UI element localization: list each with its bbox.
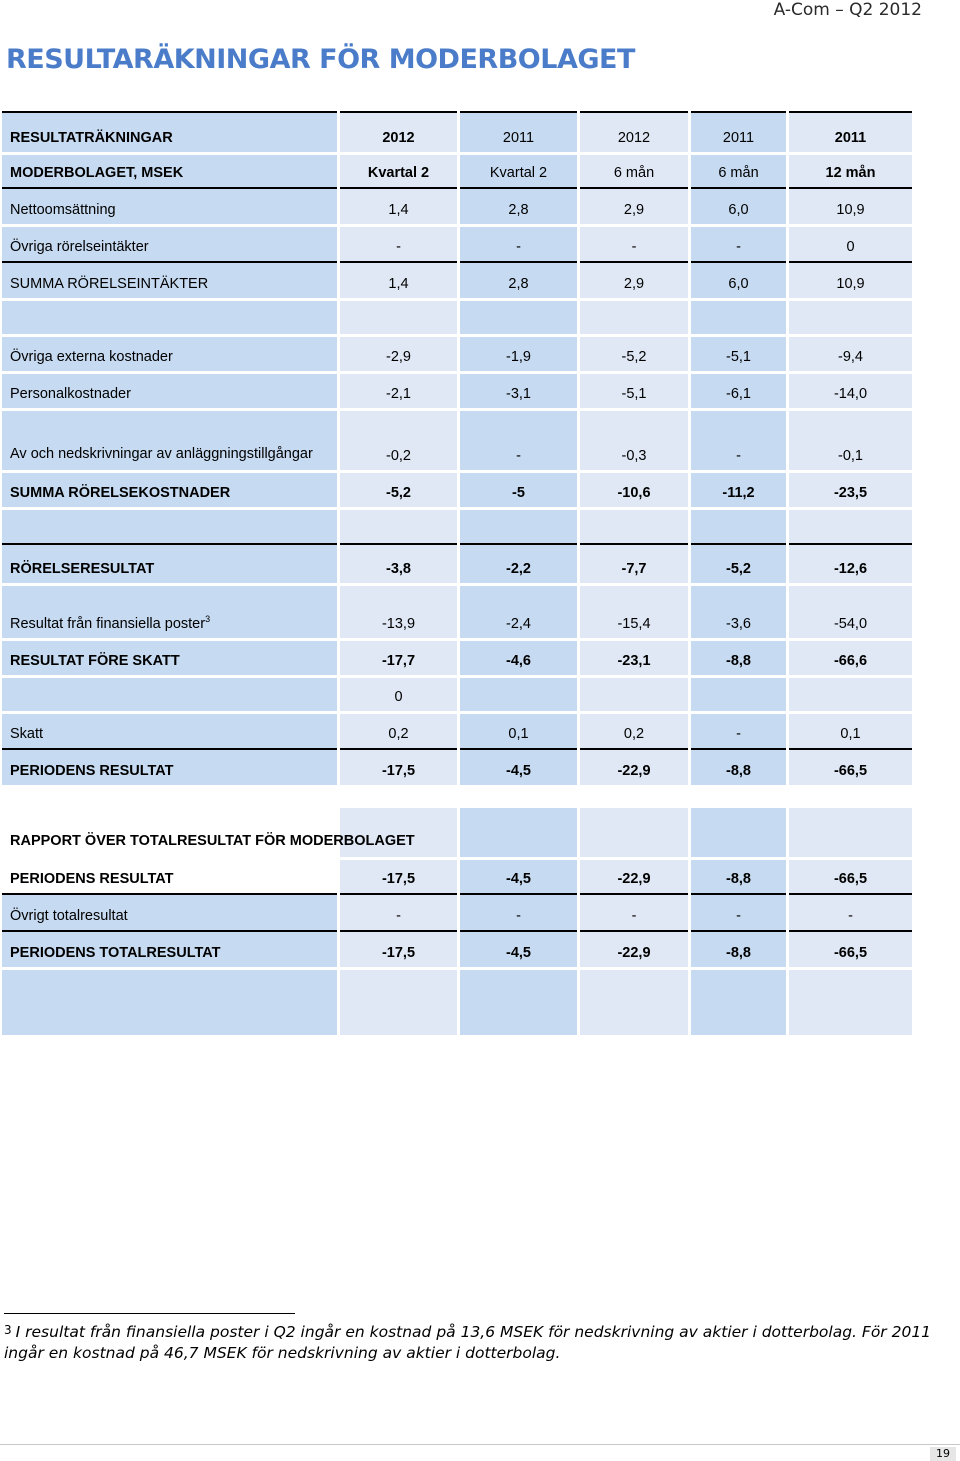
table-row: [2, 299, 914, 335]
table-cell: [459, 508, 579, 544]
table-row: [2, 335, 914, 372]
table-cell: -: [459, 409, 579, 471]
table-cell: -2,2: [459, 544, 579, 584]
table-cell: -: [788, 894, 914, 931]
row-label-text: PERIODENS RESULTAT: [10, 762, 174, 779]
table-cell: -17,7: [339, 639, 459, 676]
table-row: [2, 508, 914, 544]
table-cell: 2,8: [459, 262, 579, 299]
row-label-text: RAPPORT ÖVER TOTALRESULTAT FÖR MODERBOLAGET: [10, 832, 415, 849]
row-label: [2, 676, 339, 712]
table-cell: -15,4: [579, 584, 690, 639]
table-cell: -8,8: [690, 639, 788, 676]
table-row: [2, 749, 914, 786]
table-cell: -5,2: [339, 471, 459, 508]
table-row: [2, 188, 914, 225]
row-label-text: Övriga externa kostnader: [10, 348, 173, 365]
table-cell: [339, 299, 459, 335]
row-label: [2, 225, 339, 262]
table-cell: -: [339, 225, 459, 262]
table-cell: -66,5: [788, 931, 914, 968]
row-label: [2, 508, 339, 544]
row-label-text: SUMMA RÖRELSEINTÄKTER: [10, 275, 209, 292]
row-label-text: PERIODENS TOTALRESULTAT: [10, 944, 221, 961]
table-cell: -8,8: [690, 931, 788, 968]
table-cell: [788, 968, 914, 1036]
income-statement-table: [2, 111, 915, 1038]
row-label-text: Personalkostnader: [10, 385, 131, 402]
table-row: [2, 639, 914, 676]
table-cell: -0,2: [339, 409, 459, 471]
table-row: [2, 225, 914, 262]
footnote: [4, 1322, 954, 1364]
table-cell: [788, 508, 914, 544]
table-cell: -: [339, 894, 459, 931]
table-cell: 10,9: [788, 262, 914, 299]
row-label: [2, 188, 339, 225]
table-row: [2, 676, 914, 712]
table-cell: 2011: [459, 112, 579, 153]
table-cell: 2012: [339, 112, 459, 153]
row-label: [2, 639, 339, 676]
footnote-mark: 3: [4, 1323, 12, 1337]
table-cell: 2011: [788, 112, 914, 153]
table-cell: 1,4: [339, 262, 459, 299]
row-label-text: SUMMA RÖRELSEKOSTNADER: [10, 484, 231, 501]
table-cell: -2,1: [339, 372, 459, 409]
table-cell: [339, 508, 459, 544]
table-cell: [459, 806, 579, 858]
table-cell: -22,9: [579, 749, 690, 786]
table-cell: [788, 676, 914, 712]
row-label: [2, 968, 339, 1036]
table-cell: -: [579, 894, 690, 931]
table-cell: 0,2: [339, 712, 459, 749]
table-cell: -66,6: [788, 639, 914, 676]
page-bottom-rule: [0, 1444, 960, 1445]
table-cell: [579, 806, 690, 858]
table-cell: -22,9: [579, 858, 690, 894]
table-cell: -: [690, 712, 788, 749]
table-cell: 6 mån: [690, 153, 788, 188]
table-cell: 6 mån: [579, 153, 690, 188]
table-row: [2, 372, 914, 409]
table-cell: [579, 676, 690, 712]
row-label: [2, 858, 339, 894]
table-row: [2, 471, 914, 508]
table-row: [2, 858, 914, 894]
row-label-text: RESULTAT FÖRE SKATT: [10, 652, 180, 669]
table-cell: -2,4: [459, 584, 579, 639]
table-cell: [788, 786, 914, 806]
table-cell: -23,5: [788, 471, 914, 508]
table-cell: [690, 786, 788, 806]
row-label: [2, 544, 339, 584]
table-row: [2, 931, 914, 968]
table-cell: 1,4: [339, 188, 459, 225]
table-cell: 12 mån: [788, 153, 914, 188]
table-cell: [339, 786, 459, 806]
table-cell: -17,5: [339, 931, 459, 968]
row-label: [2, 806, 415, 858]
table-cell: 0,2: [579, 712, 690, 749]
row-label: [2, 584, 339, 639]
table-cell: 2,9: [579, 188, 690, 225]
table-cell: -17,5: [339, 858, 459, 894]
table-cell: -4,6: [459, 639, 579, 676]
footnote-ref: 3: [205, 613, 211, 624]
row-label: [2, 471, 339, 508]
table-cell: [788, 299, 914, 335]
document-header-label: A-Com – Q2 2012: [773, 0, 922, 20]
table-cell: -4,5: [459, 931, 579, 968]
table-cell: -5: [459, 471, 579, 508]
table-cell: -3,6: [690, 584, 788, 639]
row-label: [2, 372, 339, 409]
table-cell: 2,9: [579, 262, 690, 299]
table-cell: [579, 299, 690, 335]
table-cell: -14,0: [788, 372, 914, 409]
table-cell: -11,2: [690, 471, 788, 508]
row-label: [2, 712, 339, 749]
row-label-text: MODERBOLAGET, MSEK: [10, 165, 184, 181]
row-label: [2, 409, 339, 471]
table-cell: [690, 676, 788, 712]
table-cell: 0,1: [788, 712, 914, 749]
table-cell: 0: [339, 676, 459, 712]
row-label: [2, 931, 339, 968]
table-cell: -0,1: [788, 409, 914, 471]
table-cell: 0: [788, 225, 914, 262]
row-label-text: Resultat från finansiella poster: [10, 615, 206, 632]
table-row: [2, 786, 914, 806]
table-cell: -6,1: [690, 372, 788, 409]
table-row: [2, 712, 914, 749]
table-cell: -8,8: [690, 749, 788, 786]
table-cell: -54,0: [788, 584, 914, 639]
table-cell: -4,5: [459, 749, 579, 786]
table-cell: -: [579, 225, 690, 262]
table-cell: 2012: [579, 112, 690, 153]
footnote-text: I resultat från finansiella poster i Q2 ingår en kostnad på 13,6 MSEK för nedskrivning av aktier i dotterbolag. För 2011 ingår en kostnad på 46,7 MSEK för nedskrivning av aktier i dotterbolag.: [4, 1323, 932, 1362]
page-title: RESULTARÄKNINGAR FÖR MODERBOLAGET: [6, 44, 635, 75]
table-cell: -2,9: [339, 335, 459, 372]
table-cell: -13,9: [339, 584, 459, 639]
table-cell: -17,5: [339, 749, 459, 786]
table-cell: [690, 299, 788, 335]
table-cell: 6,0: [690, 188, 788, 225]
row-label-text: Övrigt totalresultat: [10, 908, 128, 924]
table-cell: -: [459, 225, 579, 262]
table-cell: -1,9: [459, 335, 579, 372]
table-cell: [579, 786, 690, 806]
table-cell: [459, 786, 579, 806]
table-cell: -5,2: [579, 335, 690, 372]
table-row: [2, 112, 914, 153]
row-label: [2, 112, 339, 153]
table-row: [2, 262, 914, 299]
table-cell: -10,6: [579, 471, 690, 508]
table-cell: 0,1: [459, 712, 579, 749]
table-cell: -0,3: [579, 409, 690, 471]
row-label: [2, 153, 339, 188]
table-cell: 2,8: [459, 188, 579, 225]
table-cell: -8,8: [690, 858, 788, 894]
table-cell: -9,4: [788, 335, 914, 372]
table-cell: [579, 508, 690, 544]
row-label: [2, 299, 339, 335]
table-cell: -: [690, 409, 788, 471]
row-label-text: PERIODENS RESULTAT: [10, 871, 174, 887]
table-cell: -4,5: [459, 858, 579, 894]
row-label: [2, 335, 339, 372]
table-cell: -: [690, 225, 788, 262]
table-cell: -66,5: [788, 858, 914, 894]
footnote-separator: [4, 1313, 295, 1314]
table-row: [2, 544, 914, 584]
row-label: [2, 894, 339, 931]
table-row: [2, 153, 914, 188]
table-cell: -23,1: [579, 639, 690, 676]
table-row: [2, 968, 914, 1036]
table-row: [2, 806, 914, 858]
table-cell: -12,6: [788, 544, 914, 584]
table-cell: -: [690, 894, 788, 931]
table-cell: [690, 806, 788, 858]
table-row: [2, 409, 914, 471]
table-cell: -5,1: [579, 372, 690, 409]
table-cell: 6,0: [690, 262, 788, 299]
row-label-text: Övriga rörelseintäkter: [10, 239, 149, 255]
table-cell: [459, 299, 579, 335]
table-row: [2, 584, 914, 639]
table-cell: [459, 676, 579, 712]
table-cell: [788, 806, 914, 858]
row-label: [2, 786, 339, 806]
page-number: 19: [930, 1447, 956, 1461]
table-cell: Kvartal 2: [459, 153, 579, 188]
table-cell: [459, 968, 579, 1036]
table-cell: -3,8: [339, 544, 459, 584]
table-cell: 2011: [690, 112, 788, 153]
table-cell: -: [459, 894, 579, 931]
row-label-text: Av och nedskrivningar av anläggningstillgångar: [10, 445, 313, 462]
table-cell: -5,1: [690, 335, 788, 372]
table-cell: -66,5: [788, 749, 914, 786]
table-cell: 10,9: [788, 188, 914, 225]
row-label-text: RÖRELSERESULTAT: [10, 560, 155, 577]
table-cell: -7,7: [579, 544, 690, 584]
table-cell: [690, 968, 788, 1036]
table-cell: [339, 968, 459, 1036]
table-cell: -3,1: [459, 372, 579, 409]
row-label: [2, 749, 339, 786]
table-cell: -22,9: [579, 931, 690, 968]
table-cell: [690, 508, 788, 544]
row-label: [2, 262, 339, 299]
table-row: [2, 894, 914, 931]
table-cell: [579, 968, 690, 1036]
row-label-text: Nettoomsättning: [10, 201, 116, 218]
table-cell: Kvartal 2: [339, 153, 459, 188]
table-cell: -5,2: [690, 544, 788, 584]
row-label-text: Skatt: [10, 726, 44, 742]
row-label-text: RESULTATRÄKNINGAR: [10, 129, 173, 146]
